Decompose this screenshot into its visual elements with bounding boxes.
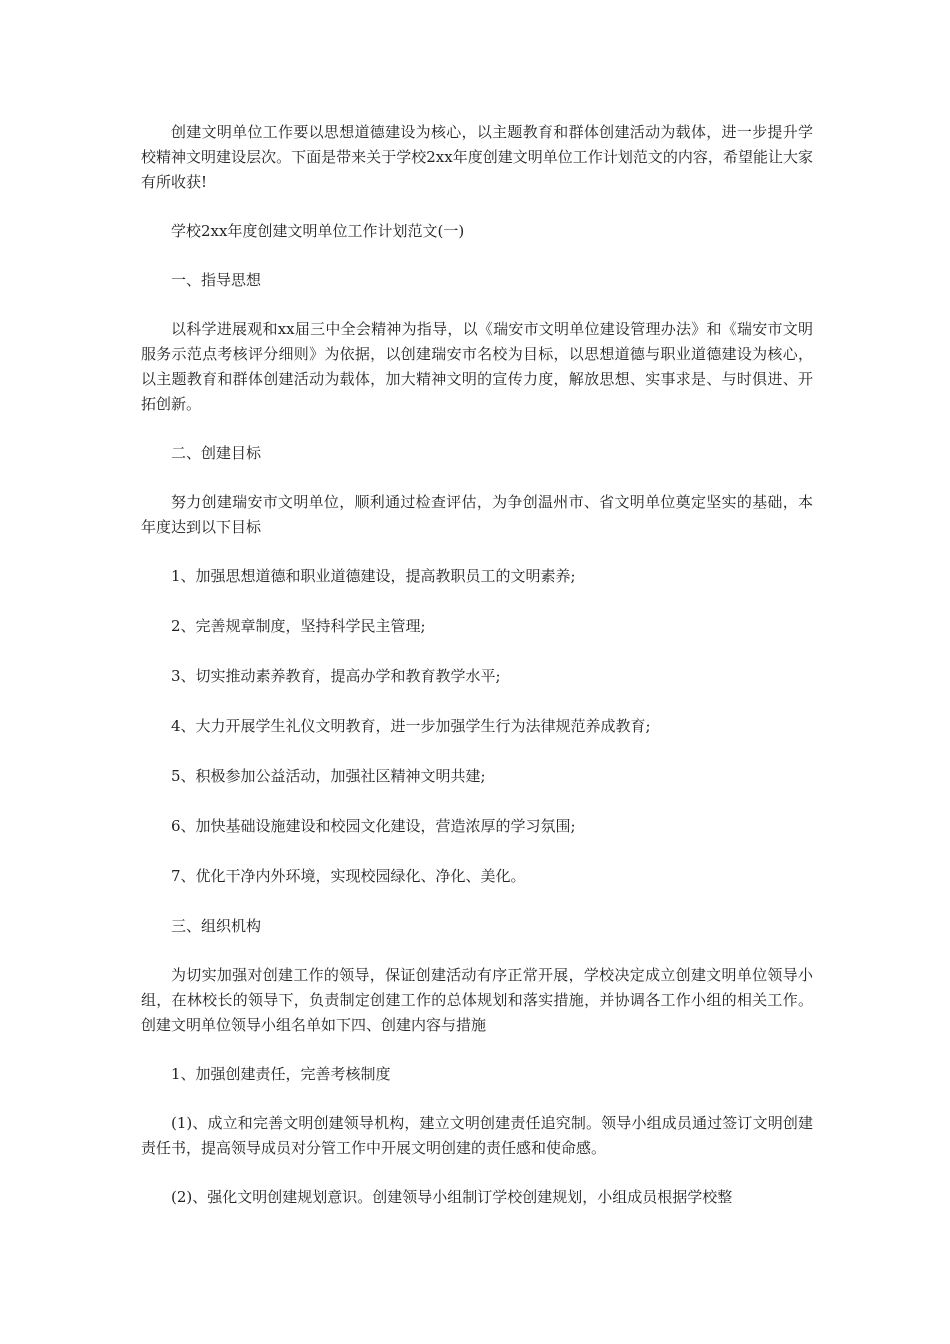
goal-item-3: 3、切实推动素养教育，提高办学和教育教学水平;: [171, 667, 501, 685]
goal-item-6: 6、加快基础设施建设和校园文化建设，营造浓厚的学习氛围;: [171, 817, 576, 835]
intro-paragraph: 创建文明单位工作要以思想道德建设为核心，以主题教育和群体创建活动为载体，进一步提升学校精神文明建设层次。下面是带来关于学校2xx年度创建文明单位工作计划范文的内容，希望能让大家有所收获!: [141, 123, 813, 191]
document-page: [141, 120, 813, 1210]
subsection1-item-2: (2)、强化文明创建规划意识。创建领导小组制订学校创建规划，小组成员根据学校整: [171, 1188, 733, 1206]
document-title: 学校2xx年度创建文明单位工作计划范文(一): [171, 222, 465, 240]
section2-body: 努力创建瑞安市文明单位，顺利通过检查评估，为争创温州市、省文明单位奠定坚实的基础，本年度达到以下目标: [141, 493, 813, 536]
goal-item-4: 4、大力开展学生礼仪文明教育，进一步加强学生行为法律规范养成教育;: [171, 717, 651, 735]
goal-item-7: 7、优化干净内外环境，实现校园绿化、净化、美化。: [171, 867, 526, 885]
goal-item-5: 5、积极参加公益活动，加强社区精神文明共建;: [171, 767, 486, 785]
subsection1-heading: 1、加强创建责任，完善考核制度: [171, 1065, 391, 1083]
section1-heading: 一、指导思想: [171, 271, 262, 289]
section3-body: 为切实加强对创建工作的领导，保证创建活动有序正常开展，学校决定成立创建文明单位领导小组，在林校长的领导下，负责制定创建工作的总体规划和落实措施，并协调各工作小组的相关工作。创建文明单位领导小组名单如下四、创建内容与措施: [141, 966, 813, 1034]
goal-item-2: 2、完善规章制度，坚持科学民主管理;: [171, 617, 426, 635]
section2-heading: 二、创建目标: [171, 444, 262, 462]
section1-body: 以科学进展观和xx届三中全会精神为指导，以《瑞安市文明单位建设管理办法》和《瑞安市文明服务示范点考核评分细则》为依据，以创建瑞安市名校为目标，以思想道德与职业道德建设为核心，以主题教育和群体创建活动为载体，加大精神文明的宣传力度，解放思想、实事求是、与时俱进、开拓创新。: [141, 320, 813, 413]
goal-item-1: 1、加强思想道德和职业道德建设，提高教职员工的文明素养;: [171, 567, 576, 585]
section3-heading: 三、组织机构: [171, 917, 262, 935]
subsection1-item-1: (1)、成立和完善文明创建领导机构，建立文明创建责任追究制。领导小组成员通过签订文明创建责任书，提高领导成员对分管工作中开展文明创建的责任感和使命感。: [141, 1114, 813, 1157]
